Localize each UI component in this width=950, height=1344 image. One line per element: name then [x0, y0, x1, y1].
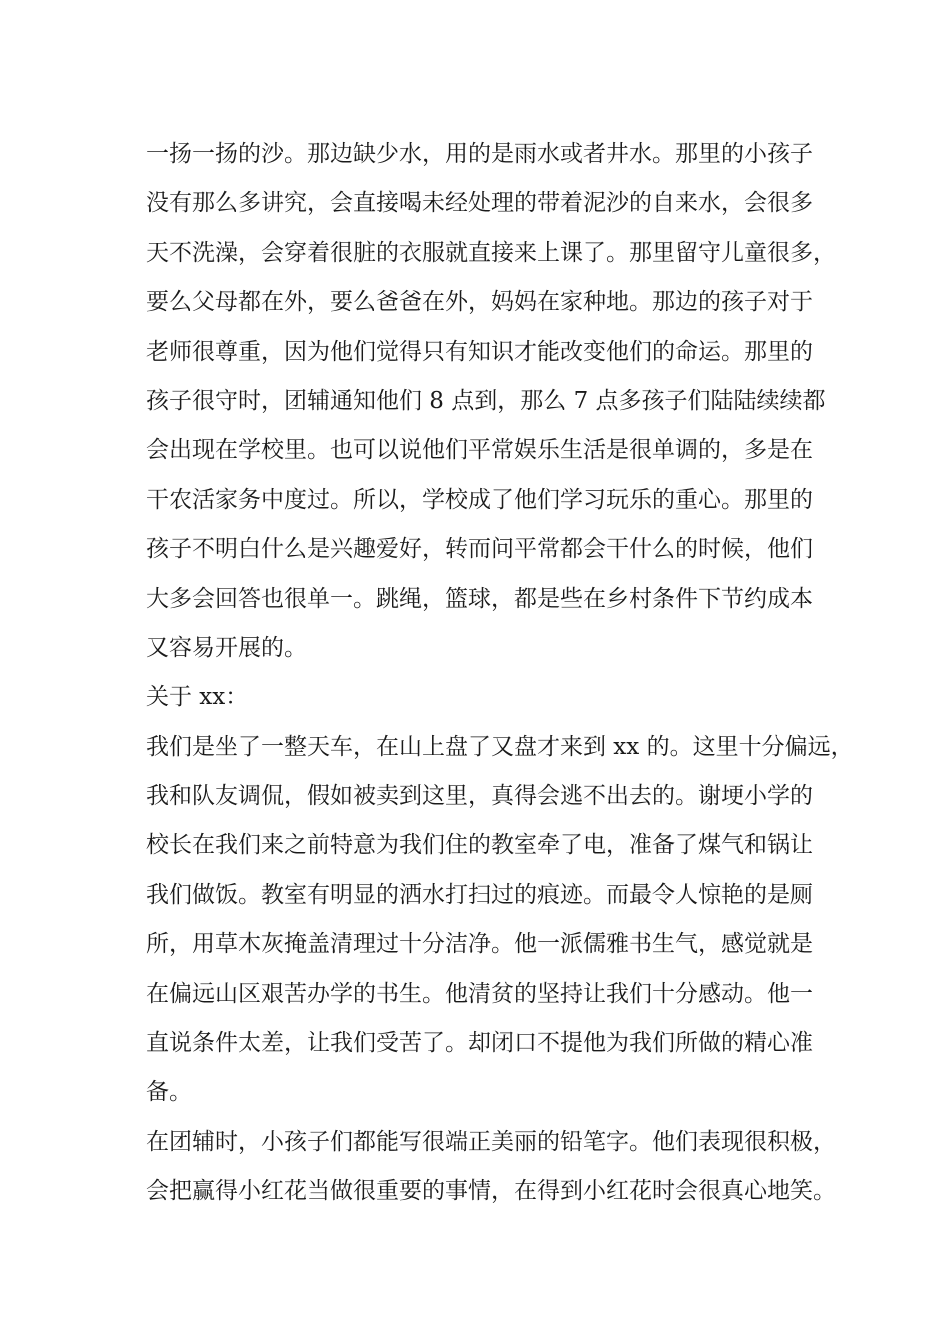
- text-line: 孩子很守时，团辅通知他们 8 点到，那么 7 点多孩子们陆陆续续都: [146, 387, 826, 414]
- text-line: 会把赢得小红花当做很重要的事情，在得到小红花时会很真心地笑。: [146, 1178, 836, 1205]
- text-line: 孩子不明白什么是兴趣爱好，转而问平常都会干什么的时候，他们: [146, 536, 813, 563]
- text-line: 备。: [146, 1079, 192, 1106]
- text-line: 直说条件太差，让我们受苦了。却闭口不提他为我们所做的精心准: [146, 1030, 813, 1057]
- text-line: 我和队友调侃，假如被卖到这里，真得会逃不出去的。谢埂小学的: [146, 783, 813, 810]
- text-line: 天不洗澡，会穿着很脏的衣服就直接来上课了。那里留守儿童很多，: [146, 239, 836, 266]
- text-line: 又容易开展的。: [146, 634, 307, 661]
- text-line: 会出现在学校里。也可以说他们平常娱乐生活是很单调的，多是在: [146, 437, 813, 464]
- text-line: 我们是坐了一整天车，在山上盘了又盘才来到 xx 的。这里十分偏远，: [146, 733, 854, 760]
- section-heading: 关于 xx：: [146, 684, 249, 711]
- text-line: 我们做饭。教室有明显的洒水打扫过的痕迹。而最令人惊艳的是厕: [146, 881, 813, 908]
- text-line: 校长在我们来之前特意为我们住的教室牵了电，准备了煤气和锅让: [146, 832, 813, 859]
- body-text: [146, 130, 854, 1217]
- text-line: 老师很尊重，因为他们觉得只有知识才能改变他们的命运。那里的: [146, 338, 813, 365]
- text-line: 在偏远山区艰苦办学的书生。他清贫的坚持让我们十分感动。他一: [146, 980, 813, 1007]
- text-line: 干农活家务中度过。所以，学校成了他们学习玩乐的重心。那里的: [146, 486, 813, 513]
- text-line: 一扬一扬的沙。那边缺少水，用的是雨水或者井水。那里的小孩子: [146, 141, 813, 167]
- text-line: 没有那么多讲究，会直接喝未经处理的带着泥沙的自来水，会很多: [146, 190, 813, 217]
- text-line: 所，用草木灰掩盖清理过十分洁净。他一派儒雅书生气，感觉就是: [146, 931, 813, 958]
- text-line: 在团辅时，小孩子们都能写很端正美丽的铅笔字。他们表现很积极，: [146, 1128, 836, 1155]
- text-line: 要么父母都在外，要么爸爸在外，妈妈在家种地。那边的孩子对于: [146, 289, 813, 316]
- text-line: 大多会回答也很单一。跳绳，篮球，都是些在乡村条件下节约成本: [146, 585, 813, 612]
